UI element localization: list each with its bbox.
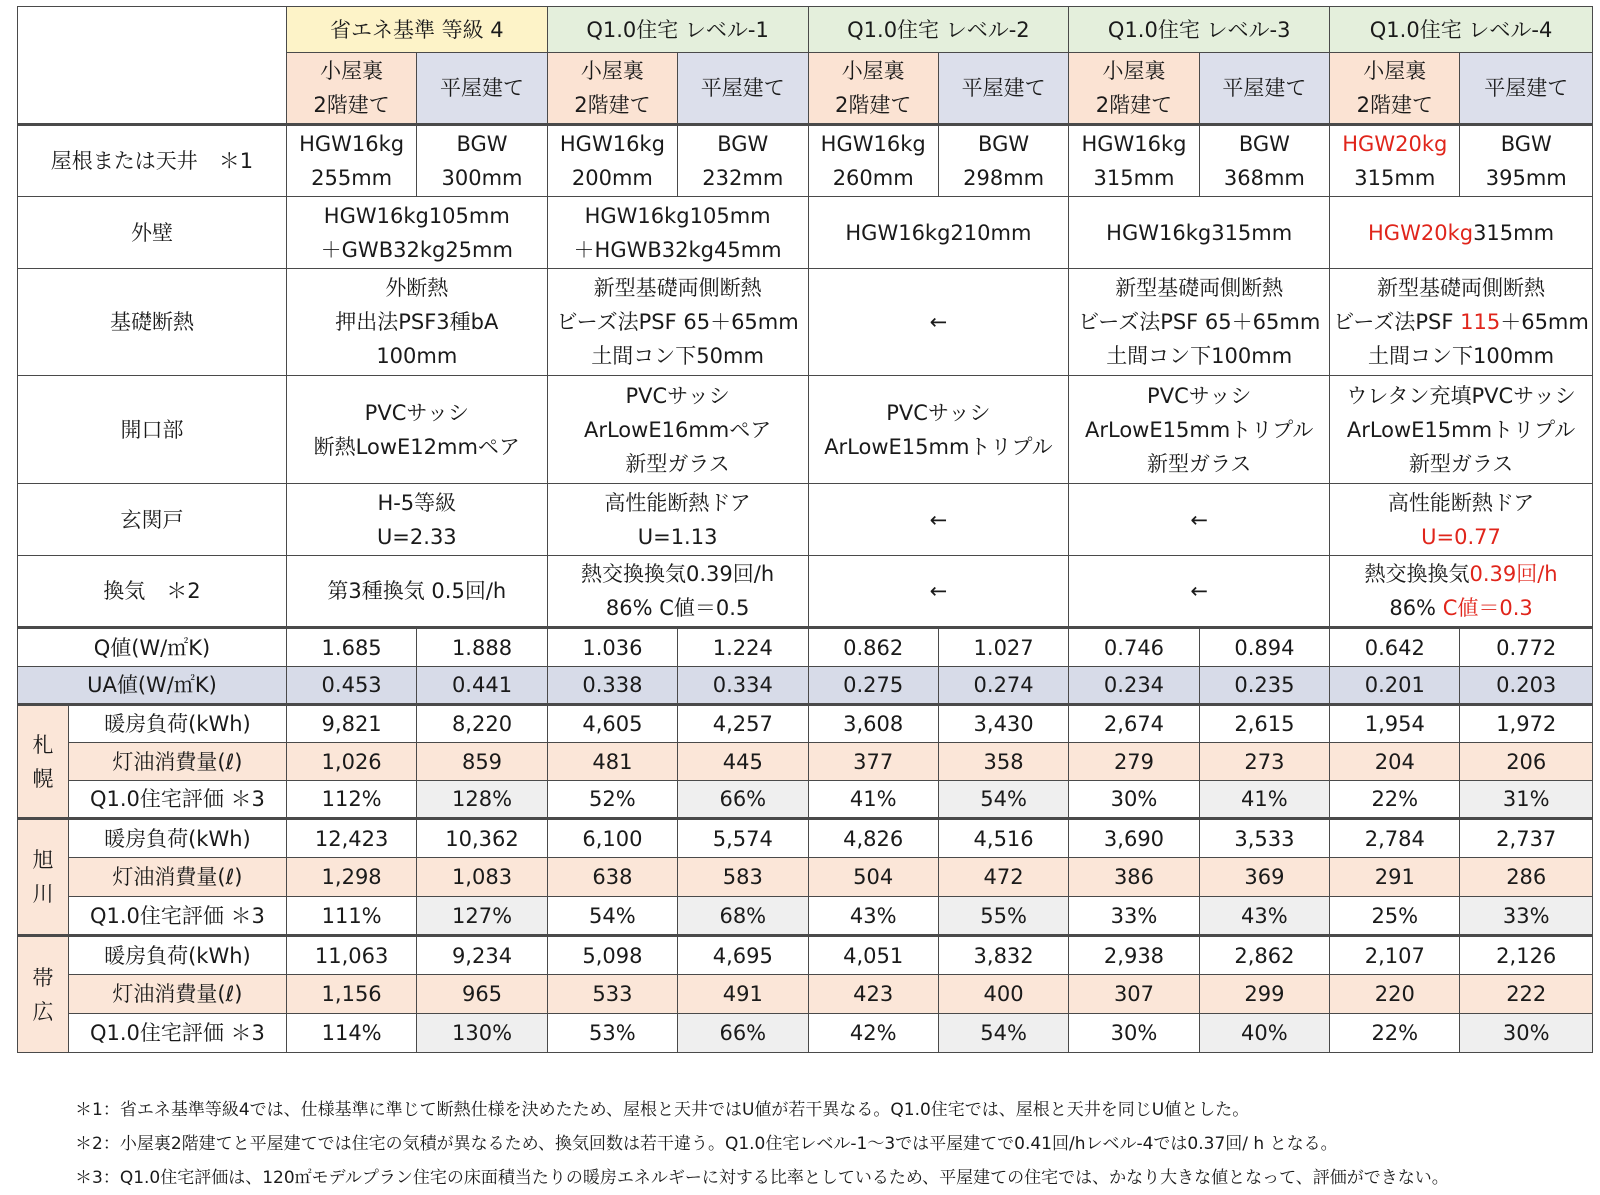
row-opening — [18, 376, 1593, 484]
header-row-grades — [18, 7, 1593, 53]
kerosene-cell: 204 — [1330, 743, 1460, 781]
type-flat: 平屋建て — [1199, 53, 1329, 125]
load-cell: 2,737 — [1460, 819, 1593, 858]
kerosene-cell: 638 — [547, 858, 677, 897]
row-city-eval — [18, 897, 1593, 936]
eval-cell: 55% — [938, 897, 1068, 936]
city-label-sapporo: 札 幌 — [18, 705, 69, 819]
eval-cell: 52% — [547, 781, 677, 819]
kerosene-cell: 533 — [547, 975, 677, 1014]
load-cell: 3,690 — [1069, 819, 1199, 858]
footnote-2: ＊2：小屋裏2階建てと平屋建てでは住宅の気積が異なるため、換気回数は若干違う。Q1.0住宅レベル-1～3では平屋建てで0.41回/hレベル-4では0.37回/ h となる。 — [75, 1134, 1338, 1154]
cell-roof: HGW16kg 260mm — [808, 125, 938, 197]
cell-roof: BGW 300mm — [417, 125, 547, 197]
eval-cell: 30% — [1069, 781, 1199, 819]
eval-cell: 111% — [286, 897, 416, 936]
eval-cell: 22% — [1330, 1014, 1460, 1053]
eval-cell: 68% — [678, 897, 808, 936]
cell-ventilation: 第3種換気 0.5回/h — [286, 556, 547, 628]
kerosene-cell: 423 — [808, 975, 938, 1014]
same-as-left-arrow-icon: ← — [1069, 484, 1330, 556]
eval-cell: 66% — [678, 781, 808, 819]
row-label-roof: 屋根または天井 ＊1 — [18, 125, 287, 197]
load-cell: 2,615 — [1199, 705, 1329, 743]
load-cell: 9,821 — [286, 705, 416, 743]
row-city-kerosene — [18, 858, 1593, 897]
row-label-opening: 開口部 — [18, 376, 287, 484]
kerosene-cell: 481 — [547, 743, 677, 781]
ua-value-cell: 0.453 — [286, 667, 416, 705]
footnotes — [75, 1093, 1449, 1195]
cell-foundation: 新型基礎両側断熱 ビーズ法PSF 65＋65mm 土間コン下50mm — [547, 269, 808, 376]
cell-opening: PVCサッシ ArLowE16mmペア 新型ガラス — [547, 376, 808, 484]
eval-cell: 41% — [808, 781, 938, 819]
ua-value-cell: 0.235 — [1199, 667, 1329, 705]
cell-roof: HGW16kg 315mm — [1069, 125, 1199, 197]
cell-opening: PVCサッシ 断熱LowE12mmペア — [286, 376, 547, 484]
row-roof — [18, 125, 1593, 197]
kerosene-cell: 445 — [678, 743, 808, 781]
label-kerosene: 灯油消費量(ℓ) — [68, 858, 286, 897]
eval-cell: 30% — [1460, 1014, 1593, 1053]
kerosene-cell: 206 — [1460, 743, 1593, 781]
load-cell: 5,098 — [547, 936, 677, 975]
load-cell: 2,938 — [1069, 936, 1199, 975]
load-cell: 5,574 — [678, 819, 808, 858]
footnote-3: ＊3：Q1.0住宅評価は、120㎡モデルプラン住宅の床面積当たりの暖房エネルギーに対する比率としているため、平屋建ての住宅では、かなり大きな値となって、評価ができない。 — [75, 1168, 1449, 1188]
load-cell: 2,862 — [1199, 936, 1329, 975]
type-flat: 平屋建て — [938, 53, 1068, 125]
kerosene-cell: 1,083 — [417, 858, 547, 897]
eval-cell: 43% — [808, 897, 938, 936]
load-cell: 9,234 — [417, 936, 547, 975]
same-as-left-arrow-icon: ← — [808, 556, 1069, 628]
load-cell: 4,695 — [678, 936, 808, 975]
load-cell: 8,220 — [417, 705, 547, 743]
type-flat: 平屋建て — [678, 53, 808, 125]
load-cell: 2,674 — [1069, 705, 1199, 743]
row-wall — [18, 197, 1593, 269]
row-label-door: 玄関戸 — [18, 484, 287, 556]
cell-roof: BGW 298mm — [938, 125, 1068, 197]
load-cell: 1,972 — [1460, 705, 1593, 743]
type-flat: 平屋建て — [1460, 53, 1593, 125]
row-city-load — [18, 819, 1593, 858]
ua-value-cell: 0.274 — [938, 667, 1068, 705]
row-city-eval — [18, 1014, 1593, 1053]
cell-wall: HGW16kg105mm ＋GWB32kg25mm — [286, 197, 547, 269]
same-as-left-arrow-icon: ← — [1069, 556, 1330, 628]
ua-value-cell: 0.338 — [547, 667, 677, 705]
kerosene-cell: 299 — [1199, 975, 1329, 1014]
q-value-cell: 1.685 — [286, 628, 416, 667]
label-heating-load: 暖房負荷(kWh) — [68, 936, 286, 975]
kerosene-cell: 491 — [678, 975, 808, 1014]
header-q1-level2: Q1.0住宅 レベル-2 — [808, 7, 1069, 53]
cell-roof: HGW16kg 200mm — [547, 125, 677, 197]
cell-opening: PVCサッシ ArLowE15mmトリプル 新型ガラス — [1069, 376, 1330, 484]
ua-value-cell: 0.275 — [808, 667, 938, 705]
cell-roof: HGW20kg 315mm — [1330, 125, 1460, 197]
q-value-cell: 0.642 — [1330, 628, 1460, 667]
kerosene-cell: 1,298 — [286, 858, 416, 897]
kerosene-cell: 386 — [1069, 858, 1199, 897]
eval-cell: 33% — [1460, 897, 1593, 936]
eval-cell: 130% — [417, 1014, 547, 1053]
cell-foundation: 新型基礎両側断熱 ビーズ法PSF 65＋65mm 土間コン下100mm — [1069, 269, 1330, 376]
load-cell: 4,257 — [678, 705, 808, 743]
load-cell: 4,826 — [808, 819, 938, 858]
kerosene-cell: 222 — [1460, 975, 1593, 1014]
city-label-obihiro: 帯 広 — [18, 936, 69, 1053]
row-q-value — [18, 628, 1593, 667]
load-cell: 6,100 — [547, 819, 677, 858]
eval-cell: 40% — [1199, 1014, 1329, 1053]
same-as-left-arrow-icon: ← — [808, 484, 1069, 556]
kerosene-cell: 291 — [1330, 858, 1460, 897]
kerosene-cell: 273 — [1199, 743, 1329, 781]
q-value-cell: 1.027 — [938, 628, 1068, 667]
load-cell: 4,605 — [547, 705, 677, 743]
row-label-ua-value: UA値(W/㎡K) — [18, 667, 287, 705]
cell-roof: BGW 395mm — [1460, 125, 1593, 197]
q-value-cell: 0.772 — [1460, 628, 1593, 667]
type-flat: 平屋建て — [417, 53, 547, 125]
label-q1-eval: Q1.0住宅評価 ＊3 — [68, 1014, 286, 1053]
eval-cell: 54% — [938, 781, 1068, 819]
load-cell: 4,051 — [808, 936, 938, 975]
kerosene-cell: 369 — [1199, 858, 1329, 897]
load-cell: 1,954 — [1330, 705, 1460, 743]
row-city-load — [18, 936, 1593, 975]
header-q1-level4: Q1.0住宅 レベル-4 — [1330, 7, 1593, 53]
eval-cell: 30% — [1069, 1014, 1199, 1053]
kerosene-cell: 307 — [1069, 975, 1199, 1014]
row-city-kerosene — [18, 743, 1593, 781]
eval-cell: 25% — [1330, 897, 1460, 936]
row-ua-value — [18, 667, 1593, 705]
kerosene-cell: 965 — [417, 975, 547, 1014]
label-heating-load: 暖房負荷(kWh) — [68, 705, 286, 743]
load-cell: 3,608 — [808, 705, 938, 743]
row-city-load — [18, 705, 1593, 743]
footnote-1: ＊1：省エネ基準等級4では、仕様基準に準じて断熱仕様を決めたため、屋根と天井ではU値が若干異なる。Q1.0住宅では、屋根と天井を同じU値とした。 — [75, 1100, 1250, 1120]
cell-wall: HGW16kg210mm — [808, 197, 1069, 269]
type-attic: 小屋裏 2階建て — [1330, 53, 1460, 125]
city-label-asahikawa: 旭 川 — [18, 819, 69, 936]
cell-roof: BGW 232mm — [678, 125, 808, 197]
row-ventilation — [18, 556, 1593, 628]
ua-value-cell: 0.201 — [1330, 667, 1460, 705]
eval-cell: 128% — [417, 781, 547, 819]
q-value-cell: 0.894 — [1199, 628, 1329, 667]
kerosene-cell: 472 — [938, 858, 1068, 897]
row-label-foundation: 基礎断熱 — [18, 269, 287, 376]
type-attic: 小屋裏 2階建て — [1069, 53, 1199, 125]
row-label-ventilation: 換気 ＊2 — [18, 556, 287, 628]
ua-value-cell: 0.441 — [417, 667, 547, 705]
eval-cell: 43% — [1199, 897, 1329, 936]
cell-door: H-5等級 U=2.33 — [286, 484, 547, 556]
cell-opening: ウレタン充填PVCサッシ ArLowE15mmトリプル 新型ガラス — [1330, 376, 1593, 484]
cell-roof: BGW 368mm — [1199, 125, 1329, 197]
kerosene-cell: 1,026 — [286, 743, 416, 781]
kerosene-cell: 583 — [678, 858, 808, 897]
kerosene-cell: 377 — [808, 743, 938, 781]
kerosene-cell: 358 — [938, 743, 1068, 781]
same-as-left-arrow-icon: ← — [808, 269, 1069, 376]
cell-foundation: 新型基礎両側断熱 ビーズ法PSF 115＋65mm 土間コン下100mm — [1330, 269, 1593, 376]
load-cell: 3,832 — [938, 936, 1068, 975]
cell-ventilation: 熱交換換気0.39回/h 86% C値＝0.3 — [1330, 556, 1593, 628]
eval-cell: 114% — [286, 1014, 416, 1053]
kerosene-cell: 279 — [1069, 743, 1199, 781]
row-label-wall: 外壁 — [18, 197, 287, 269]
load-cell: 11,063 — [286, 936, 416, 975]
ua-value-cell: 0.334 — [678, 667, 808, 705]
cell-wall: HGW16kg105mm ＋HGWB32kg45mm — [547, 197, 808, 269]
cell-ventilation: 熱交換換気0.39回/h 86% C値＝0.5 — [547, 556, 808, 628]
load-cell: 3,430 — [938, 705, 1068, 743]
load-cell: 2,126 — [1460, 936, 1593, 975]
cell-foundation: 外断熱 押出法PSF3種bA 100mm — [286, 269, 547, 376]
label-q1-eval: Q1.0住宅評価 ＊3 — [68, 897, 286, 936]
row-label-q-value: Q値(W/㎡K) — [18, 628, 287, 667]
insulation-spec-table — [17, 6, 1593, 1053]
eval-cell: 127% — [417, 897, 547, 936]
type-attic: 小屋裏 2階建て — [286, 53, 416, 125]
q-value-cell: 0.862 — [808, 628, 938, 667]
label-q1-eval: Q1.0住宅評価 ＊3 — [68, 781, 286, 819]
q-value-cell: 1.036 — [547, 628, 677, 667]
kerosene-cell: 286 — [1460, 858, 1593, 897]
ua-value-cell: 0.234 — [1069, 667, 1199, 705]
label-heating-load: 暖房負荷(kWh) — [68, 819, 286, 858]
eval-cell: 42% — [808, 1014, 938, 1053]
cell-opening: PVCサッシ ArLowE15mmトリプル — [808, 376, 1069, 484]
eval-cell: 31% — [1460, 781, 1593, 819]
row-city-kerosene — [18, 975, 1593, 1014]
cell-wall: HGW16kg315mm — [1069, 197, 1330, 269]
header-corner — [18, 7, 287, 125]
load-cell: 4,516 — [938, 819, 1068, 858]
eval-cell: 33% — [1069, 897, 1199, 936]
row-foundation — [18, 269, 1593, 376]
load-cell: 3,533 — [1199, 819, 1329, 858]
q-value-cell: 1.888 — [417, 628, 547, 667]
label-kerosene: 灯油消費量(ℓ) — [68, 975, 286, 1014]
type-attic: 小屋裏 2階建て — [808, 53, 938, 125]
load-cell: 12,423 — [286, 819, 416, 858]
eval-cell: 112% — [286, 781, 416, 819]
kerosene-cell: 220 — [1330, 975, 1460, 1014]
eval-cell: 54% — [547, 897, 677, 936]
eval-cell: 66% — [678, 1014, 808, 1053]
q-value-cell: 1.224 — [678, 628, 808, 667]
row-door — [18, 484, 1593, 556]
eval-cell: 54% — [938, 1014, 1068, 1053]
header-std-grade4: 省エネ基準 等級 4 — [286, 7, 547, 53]
eval-cell: 22% — [1330, 781, 1460, 819]
cell-door: 高性能断熱ドア U=0.77 — [1330, 484, 1593, 556]
load-cell: 10,362 — [417, 819, 547, 858]
header-q1-level3: Q1.0住宅 レベル-3 — [1069, 7, 1330, 53]
kerosene-cell: 859 — [417, 743, 547, 781]
kerosene-cell: 504 — [808, 858, 938, 897]
type-attic: 小屋裏 2階建て — [547, 53, 677, 125]
eval-cell: 53% — [547, 1014, 677, 1053]
row-city-eval — [18, 781, 1593, 819]
label-kerosene: 灯油消費量(ℓ) — [68, 743, 286, 781]
cell-door: 高性能断熱ドア U=1.13 — [547, 484, 808, 556]
cell-roof: HGW16kg 255mm — [286, 125, 416, 197]
load-cell: 2,107 — [1330, 936, 1460, 975]
load-cell: 2,784 — [1330, 819, 1460, 858]
header-q1-level1: Q1.0住宅 レベル-1 — [547, 7, 808, 53]
eval-cell: 41% — [1199, 781, 1329, 819]
kerosene-cell: 400 — [938, 975, 1068, 1014]
cell-wall: HGW20kg315mm — [1330, 197, 1593, 269]
ua-value-cell: 0.203 — [1460, 667, 1593, 705]
q-value-cell: 0.746 — [1069, 628, 1199, 667]
kerosene-cell: 1,156 — [286, 975, 416, 1014]
